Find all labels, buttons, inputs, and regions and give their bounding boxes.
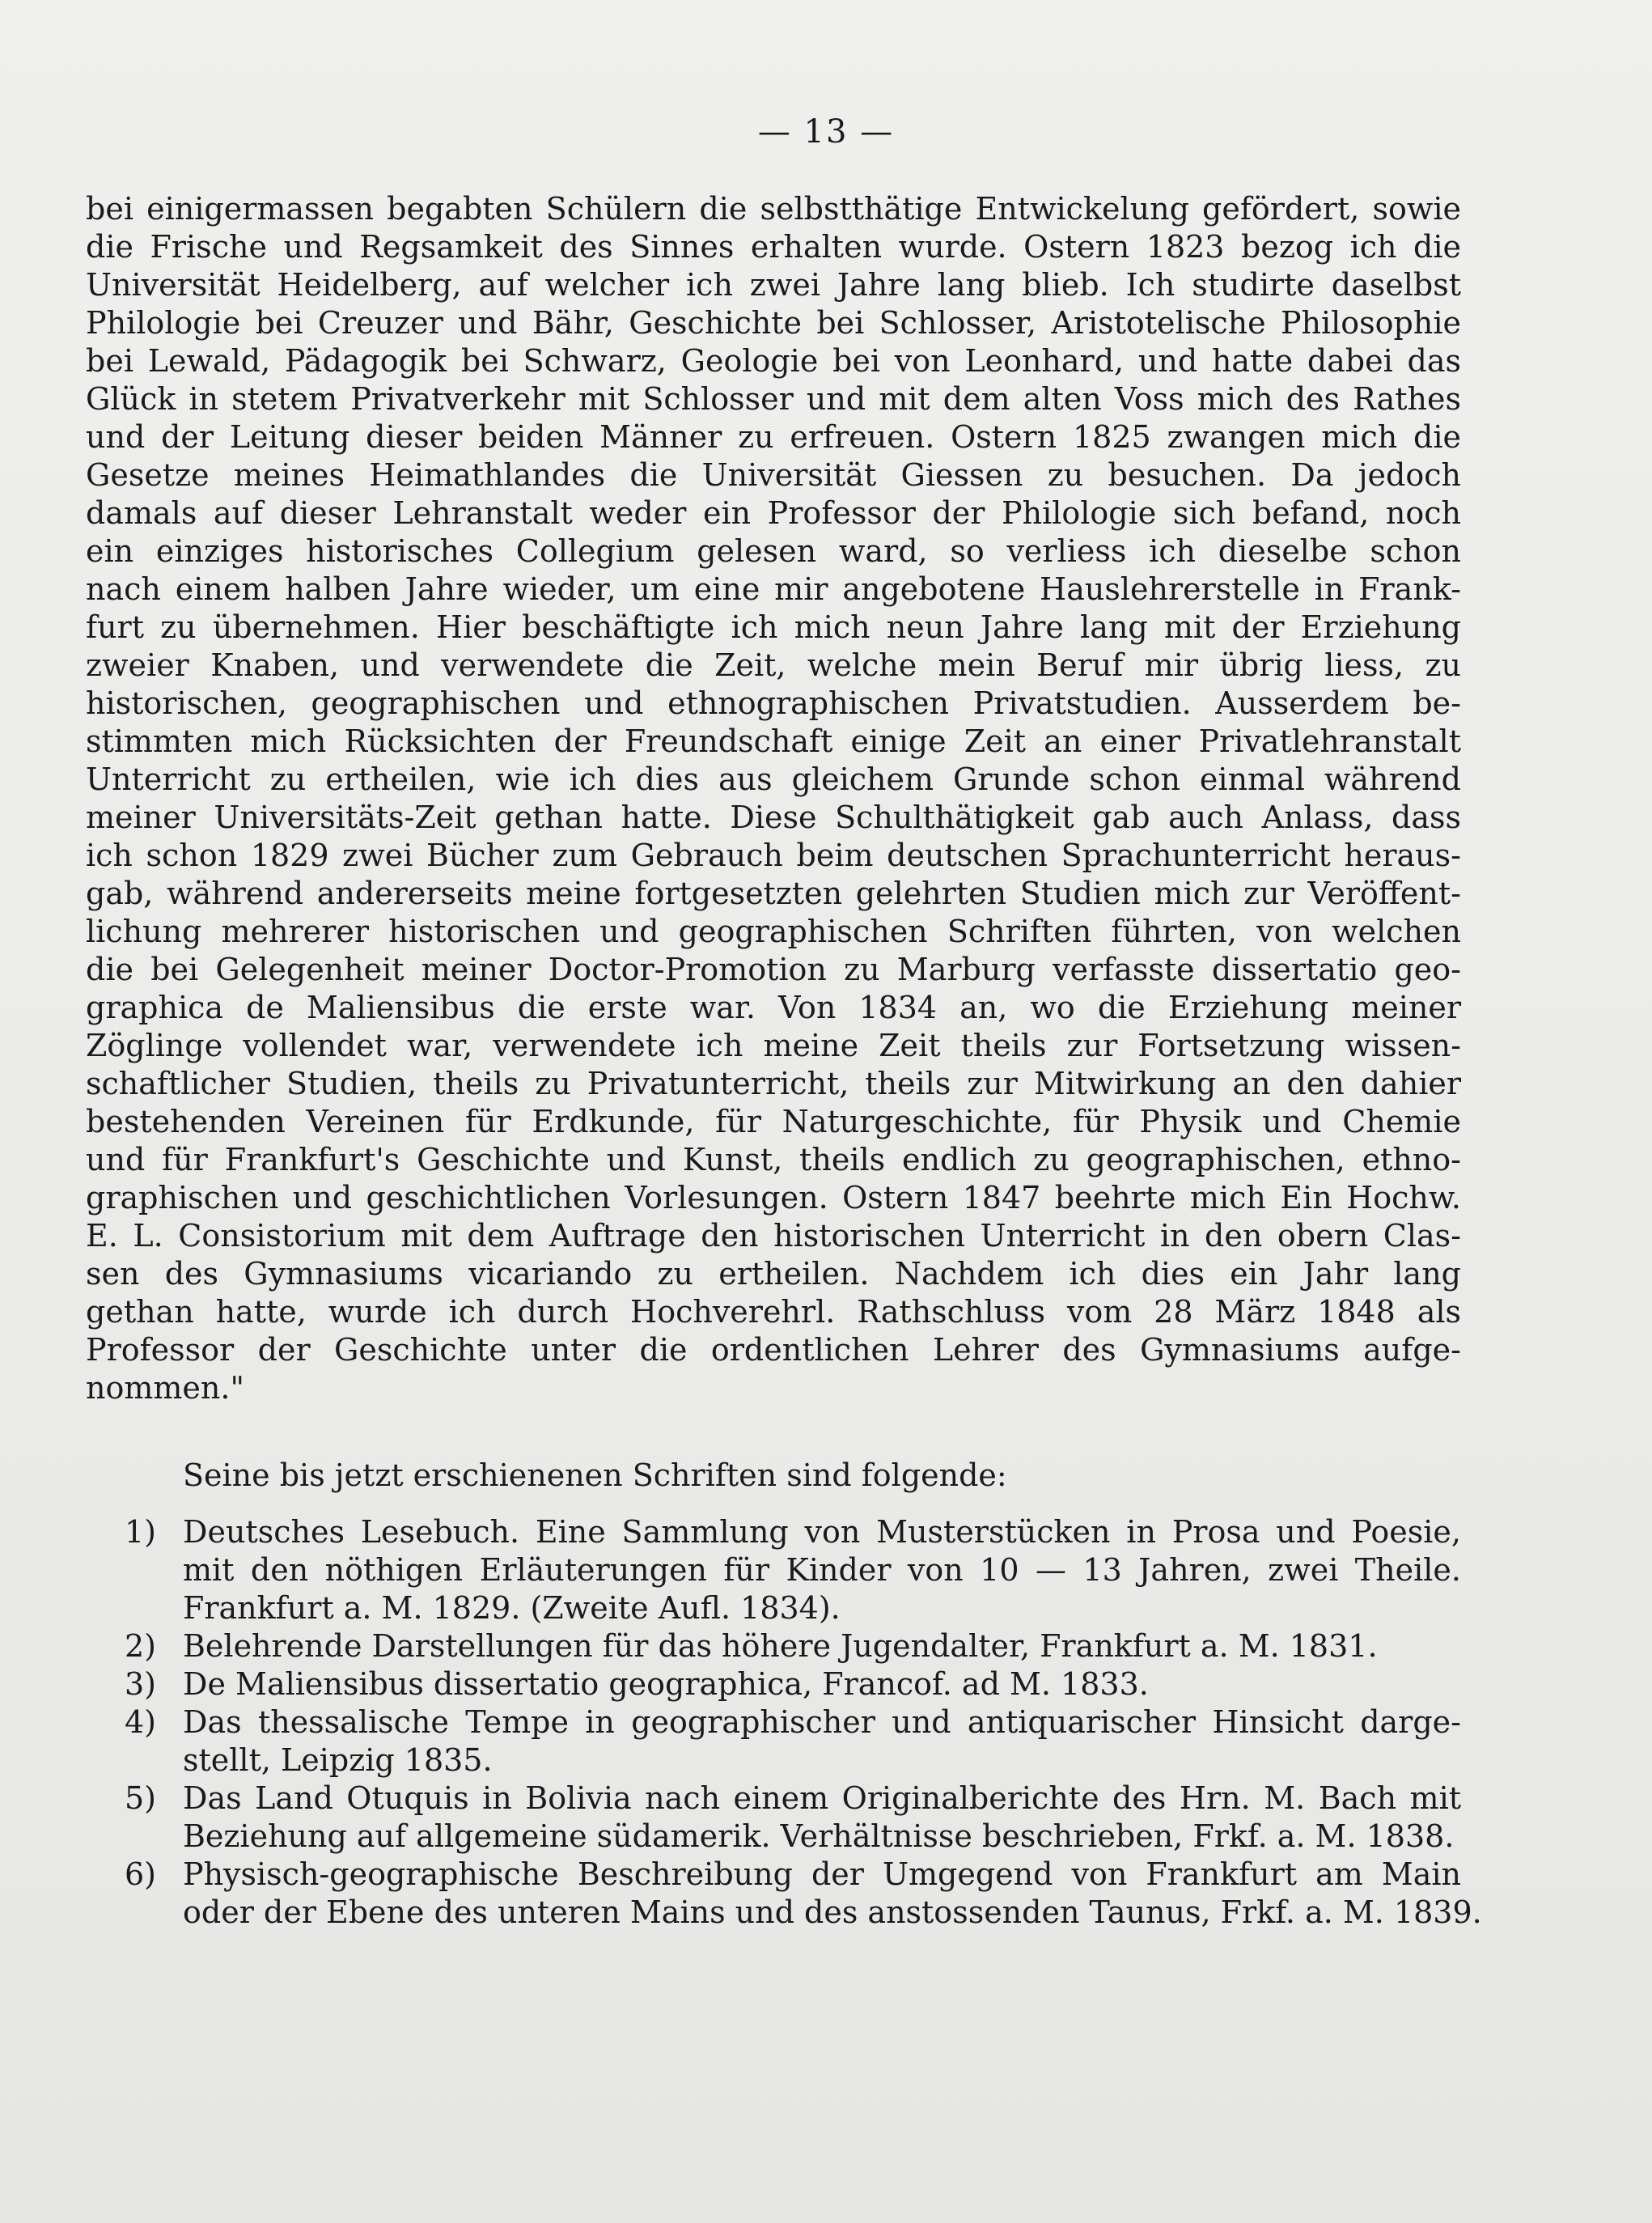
work-number: 4) [125,1704,157,1740]
paragraph-line: gab, während andererseits meine fortgesetzten gelehrten Studien mich zur Veröffent- [86,876,1461,911]
work-line: Das Land Otuquis in Bolivia nach einem Originalberichte des Hrn. M. Bach mit [183,1780,1461,1816]
paragraph-line: ein einziges historisches Collegium gelesen ward, so verliess ich dieselbe schon [86,533,1461,569]
paragraph-line: nommen." [86,1370,244,1406]
paragraph-line: damals auf dieser Lehranstalt weder ein Professor der Philologie sich befand, noch [86,495,1461,531]
work-item [86,1665,1461,1703]
works-intro: Seine bis jetzt erschienenen Schriften sind folgende: [183,1457,1007,1493]
paragraph-line: meiner Universitäts-Zeit gethan hatte. Diese Schulthätigkeit gab auch Anlass, dass [86,800,1461,835]
paragraph-line: Gesetze meines Heimathlandes die Universität Giessen zu besuchen. Da jedoch [86,457,1461,493]
paragraph-line: Unterricht zu ertheilen, wie ich dies aus gleichem Grunde schon einmal während [86,762,1461,797]
paragraph-line: gethan hatte, wurde ich durch Hochverehrl. Rathschluss vom 28 März 1848 als [86,1294,1461,1330]
paragraph-line: graphica de Maliensibus die erste war. Von 1834 an, wo die Erziehung meiner [86,990,1461,1025]
work-number: 5) [125,1780,157,1816]
paragraph-line: bestehenden Vereinen für Erdkunde, für Naturgeschichte, für Physik und Chemie [86,1104,1461,1139]
work-number: 3) [125,1666,157,1702]
paragraph-line: Glück in stetem Privatverkehr mit Schlosser und mit dem alten Voss mich des Rathes [86,381,1461,417]
work-number: 6) [125,1856,157,1892]
work-number: 1) [125,1514,157,1550]
paragraph-line: bei Lewald, Pädagogik bei Schwarz, Geologie bei von Leonhard, und hatte dabei das [86,343,1461,379]
paragraph-line: nach einem halben Jahre wieder, um eine mir angebotene Hauslehrerstelle in Frank- [86,571,1461,607]
work-text [183,1780,1461,1856]
work-text [183,1703,1461,1780]
work-line: mit den nöthigen Erläuterungen für Kinder von 10 — 13 Jahren, zwei Theile. [183,1552,1461,1588]
paragraph-line: stimmten mich Rücksichten der Freundschaft einige Zeit an einer Privatlehranstalt [86,723,1461,759]
work-line: Deutsches Lesebuch. Eine Sammlung von Musterstücken in Prosa und Poesie, [183,1514,1461,1550]
paragraph-line: furt zu übernehmen. Hier beschäftigte ich mich neun Jahre lang mit der Erziehung [86,609,1461,645]
work-text [183,1856,1482,1932]
paragraph-line: Professor der Geschichte unter die ordentlichen Lehrer des Gymnasiums aufge- [86,1332,1461,1368]
paragraph-line: sen des Gymnasiums vicariando zu ertheilen. Nachdem ich dies ein Jahr lang [86,1256,1461,1292]
work-item [86,1780,1461,1856]
paragraph-line: lichung mehrerer historischen und geographischen Schriften führten, von welchen [86,914,1461,949]
paragraph-line: Zöglinge vollendet war, verwendete ich meine Zeit theils zur Fortsetzung wissen- [86,1028,1461,1063]
paragraph-line: und für Frankfurt's Geschichte und Kunst, theils endlich zu geographischen, ethno- [86,1142,1461,1177]
work-line: stellt, Leipzig 1835. [183,1742,493,1778]
work-item [86,1513,1461,1627]
paragraph-line: E. L. Consistorium mit dem Auftrage den historischen Unterricht in den obern Clas- [86,1218,1461,1254]
paragraph-line: die bei Gelegenheit meiner Doctor-Promotion zu Marburg verfasste dissertatio geo- [86,952,1461,987]
paragraph-line: graphischen und geschichtlichen Vorlesungen. Ostern 1847 beehrte mich Ein Hochw. [86,1180,1461,1215]
work-item [86,1856,1482,1932]
paragraph-line: und der Leitung dieser beiden Männer zu erfreuen. Ostern 1825 zwangen mich die [86,419,1461,455]
work-line: Frankfurt a. M. 1829. (Zweite Aufl. 1834). [183,1590,841,1626]
paragraph-line: bei einigermassen begabten Schülern die selbstthätige Entwickelung gefördert, sowie [86,191,1461,227]
paragraph-line: historischen, geographischen und ethnographischen Privatstudien. Ausserdem be- [86,685,1461,721]
work-line: Belehrende Darstellungen für das höhere Jugendalter, Frankfurt a. M. 1831. [183,1628,1378,1664]
work-line: oder der Ebene des unteren Mains und des anstossenden Taunus, Frkf. a. M. 1839. [183,1894,1482,1930]
paragraph-line: schaftlicher Studien, theils zu Privatunterricht, theils zur Mitwirkung an den dahier [86,1066,1461,1101]
work-text [183,1665,1461,1703]
works-list [86,1513,1482,1932]
work-line: Beziehung auf allgemeine südamerik. Verhältnisse beschrieben, Frkf. a. M. 1838. [183,1818,1455,1854]
main-paragraph [86,190,1461,1407]
page-number: — 13 — [757,113,895,151]
work-item [86,1627,1461,1665]
paragraph-line: die Frische und Regsamkeit des Sinnes erhalten wurde. Ostern 1823 bezog ich die [86,229,1461,265]
work-text [183,1513,1461,1627]
work-line: Das thessalische Tempe in geographischer und antiquarischer Hinsicht darge- [183,1704,1461,1740]
work-line: Physisch-geographische Beschreibung der Umgegend von Frankfurt am Main [183,1856,1461,1892]
work-line: De Maliensibus dissertatio geographica, Francof. ad M. 1833. [183,1666,1149,1702]
paragraph-line: zweier Knaben, und verwendete die Zeit, welche mein Beruf mir übrig liess, zu [86,647,1461,683]
paragraph-line: Philologie bei Creuzer und Bähr, Geschichte bei Schlosser, Aristotelische Philosophie [86,305,1461,341]
work-text [183,1627,1461,1665]
work-number: 2) [125,1628,157,1664]
paragraph-line: ich schon 1829 zwei Bücher zum Gebrauch beim deutschen Sprachunterricht heraus- [86,838,1461,873]
paragraph-line: Universität Heidelberg, auf welcher ich zwei Jahre lang blieb. Ich studirte daselbst [86,267,1461,303]
work-item [86,1703,1461,1780]
